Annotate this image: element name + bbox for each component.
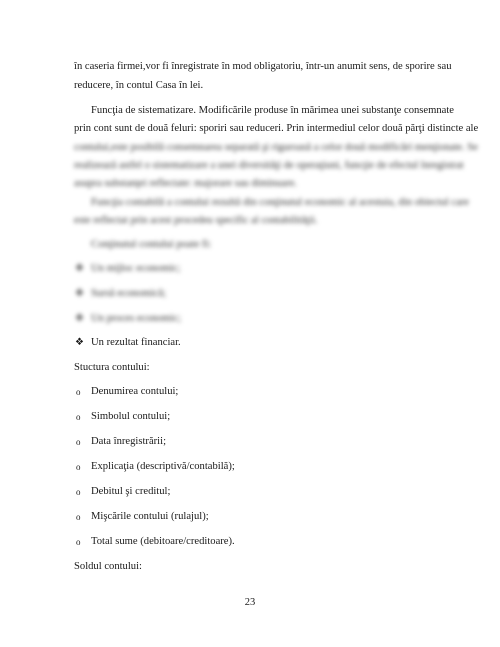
diamond-bullet-icon: ❖ xyxy=(75,337,84,348)
content-item-4: Un rezultat financiar. xyxy=(91,337,181,348)
structure-item-2: Simbolul contului; xyxy=(91,411,171,422)
circle-bullet-icon: o xyxy=(76,412,81,422)
balance-heading: Soldul contului: xyxy=(74,561,142,572)
paragraph-1-line-1: în caseria firmei,vor fi înregistrate în mod obligatoriu, într-un anumit sens, de sporire sau xyxy=(74,61,452,72)
circle-bullet-icon: o xyxy=(76,387,81,397)
paragraph-2-line-4-blurred: realizează astfel o sistematizare a unei diversităţi de operaţiuni, funcţie de efectul înregistrat xyxy=(74,160,464,171)
paragraph-2-line-3-blurred: contului,este posibilă consemnarea separată şi riguroasă a celor două modificări menţionate. Se xyxy=(74,142,478,153)
paragraph-1-line-2: reducere, în contul Casa în lei. xyxy=(74,80,204,91)
circle-bullet-icon: o xyxy=(76,537,81,547)
structure-item-6: Mişcările contului (rulajul); xyxy=(91,511,209,522)
structure-item-4: Explicaţia (descriptivă/contabilă); xyxy=(91,461,235,472)
paragraph-3-line-1-blurred: Funcţia contabilă a contului rezultă din conţinutul economic al acestuia, din obiectul care xyxy=(91,197,470,208)
structure-heading: Stuctura contului: xyxy=(74,362,150,373)
structure-item-7: Total sume (debitoare/creditoare). xyxy=(91,536,235,547)
structure-item-3: Data înregistrării; xyxy=(91,436,167,447)
content-item-3-blurred: Un proces economic; xyxy=(91,313,182,324)
content-heading-blurred: Conţinutul contului poate fi: xyxy=(91,239,212,250)
page-number: 23 xyxy=(244,597,256,608)
circle-bullet-icon: o xyxy=(76,462,81,472)
diamond-bullet-icon: ❖ xyxy=(75,263,84,274)
paragraph-2-line-1: Funcţia de sistematizare. Modificările produse în mărimea unei substanţe consemnate xyxy=(91,105,455,116)
circle-bullet-icon: o xyxy=(76,437,81,447)
circle-bullet-icon: o xyxy=(76,512,81,522)
paragraph-2-line-5-blurred: asupra substanţei reflectate: majorare sau diminuare. xyxy=(74,178,297,189)
structure-item-1: Denumirea contului; xyxy=(91,386,179,397)
content-item-2-blurred: Sursă economică; xyxy=(91,288,167,299)
circle-bullet-icon: o xyxy=(76,487,81,497)
structure-item-5: Debitul şi creditul; xyxy=(91,486,171,497)
diamond-bullet-icon: ❖ xyxy=(75,313,84,324)
content-item-1-blurred: Un mijloc economic; xyxy=(91,263,181,274)
paragraph-3-line-2-blurred: este reflectat prin acest procedeu specific al contabilităţii. xyxy=(74,215,318,226)
diamond-bullet-icon: ❖ xyxy=(75,288,84,299)
paragraph-2-line-2: prin cont sunt de două feluri: sporiri sau reduceri. Prin intermediul celor două părţi distincte ale xyxy=(74,123,479,134)
